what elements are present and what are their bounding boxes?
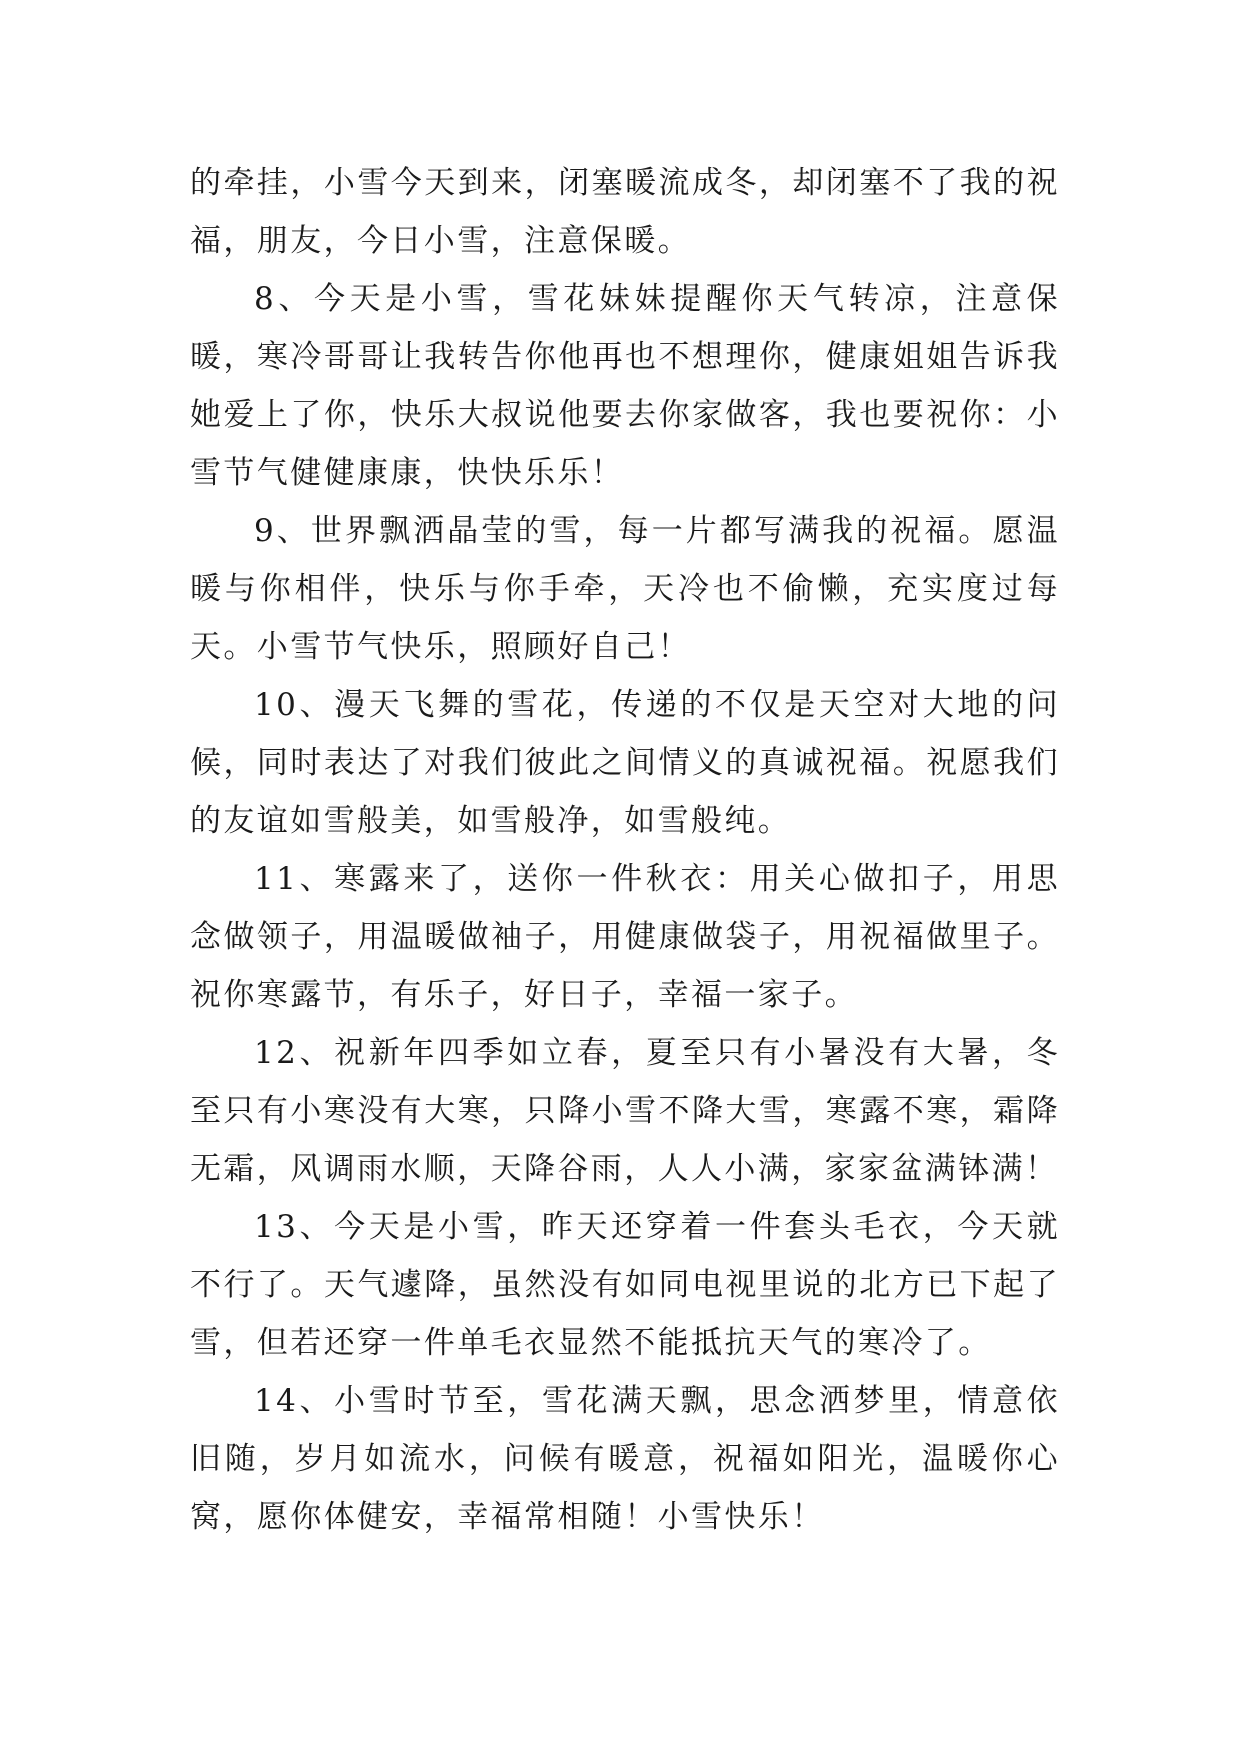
paragraph-10: 10、漫天飞舞的雪花，传递的不仅是天空对大地的问候，同时表达了对我们彼此之间情义的真诚祝福。祝愿我们的友谊如雪般美，如雪般净，如雪般纯。	[190, 687, 1060, 839]
paragraph-8: 8、今天是小雪，雪花妹妹提醒你天气转凉，注意保暖，寒冷哥哥让我转告你他再也不想理你，健康姐姐告诉我她爱上了你，快乐大叔说他要去你家做客，我也要祝你：小雪节气健健康康，快快乐乐！	[190, 281, 1060, 491]
paragraph-13: 13、今天是小雪，昨天还穿着一件套头毛衣，今天就不行了。天气遽降，虽然没有如同电视里说的北方已下起了雪，但若还穿一件单毛衣显然不能抵抗天气的寒冷了。	[190, 1209, 1060, 1361]
document-body	[190, 154, 1060, 1546]
paragraph-11: 11、寒露来了，送你一件秋衣：用关心做扣子，用思念做领子，用温暖做袖子，用健康做袋子，用祝福做里子。祝你寒露节，有乐子，好日子，幸福一家子。	[190, 861, 1060, 1013]
paragraph-9: 9、世界飘洒晶莹的雪，每一片都写满我的祝福。愿温暖与你相伴，快乐与你手牵，天冷也不偷懒，充实度过每天。小雪节气快乐，照顾好自己！	[190, 513, 1060, 665]
paragraph-14: 14、小雪时节至，雪花满天飘，思念洒梦里，情意依旧随，岁月如流水，问候有暖意，祝福如阳光，温暖你心窝，愿你体健安，幸福常相随！小雪快乐！	[190, 1383, 1060, 1535]
paragraph-continued: 的牵挂，小雪今天到来，闭塞暖流成冬，却闭塞不了我的祝福，朋友，今日小雪，注意保暖。	[190, 165, 1060, 259]
paragraph-12: 12、祝新年四季如立春，夏至只有小暑没有大暑，冬至只有小寒没有大寒，只降小雪不降大雪，寒露不寒，霜降无霜，风调雨水顺，天降谷雨，人人小满，家家盆满钵满！	[190, 1035, 1060, 1187]
